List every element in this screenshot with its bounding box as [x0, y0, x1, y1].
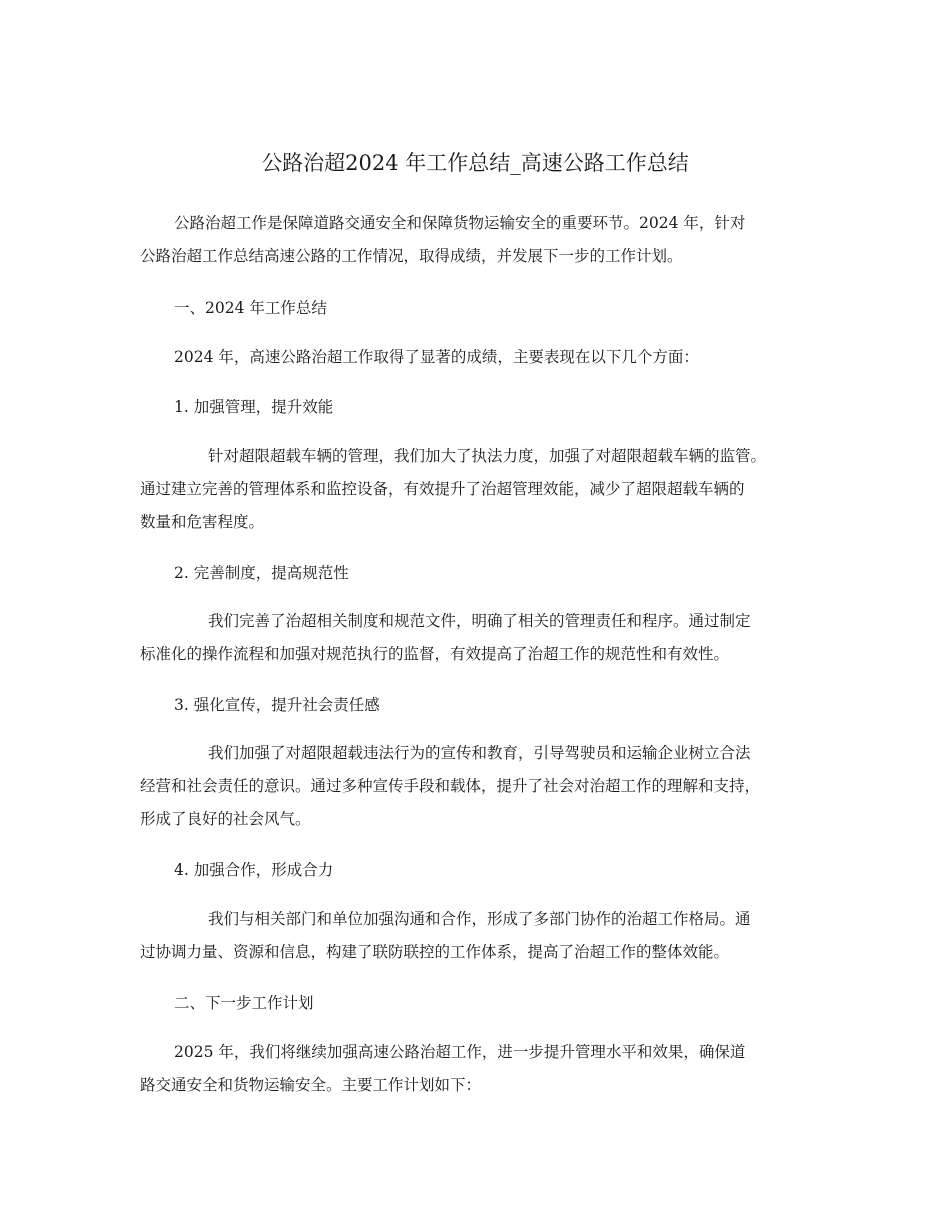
item-4-line-2: 过协调力量、资源和信息，构建了联防联控的工作体系，提高了治超工作的整体效能。: [140, 943, 730, 961]
item-1-heading: 1. 加强管理，提升效能: [174, 398, 334, 416]
intro-line-2: 公路治超工作总结高速公路的工作情况，取得成绩，并发展下一步的工作计划。: [140, 247, 683, 265]
item-3-heading: 3. 强化宣传，提升社会责任感: [174, 696, 380, 714]
item-2-line-2: 标准化的操作流程和加强对规范执行的监督，有效提高了治超工作的规范性和有效性。: [140, 645, 730, 663]
item-3-line-3: 形成了良好的社会风气。: [140, 810, 311, 828]
intro-line-1: 公路治超工作是保障道路交通安全和保障货物运输安全的重要环节。2024 年，针对: [174, 214, 746, 232]
item-1-line-2: 通过建立完善的管理体系和监控设备，有效提升了治超管理效能，减少了超限超载车辆的: [140, 480, 745, 498]
document-title: 公路治超2024 年工作总结_高速公路工作总结: [261, 151, 689, 175]
section-1-summary: 2024 年，高速公路治超工作取得了显著的成绩，主要表现在以下几个方面：: [174, 348, 699, 366]
section-2-line-1: 2025 年，我们将继续加强高速公路治超工作，进一步提升管理水平和效果，确保道: [174, 1043, 746, 1061]
section-1-heading: 一、2024 年工作总结: [174, 299, 327, 317]
item-2-line-1: 我们完善了治超相关制度和规范文件，明确了相关的管理责任和程序。通过制定: [208, 612, 751, 630]
section-2-heading: 二、下一步工作计划: [174, 994, 314, 1012]
section-2-line-2: 路交通安全和货物运输安全。主要工作计划如下：: [140, 1076, 482, 1094]
item-4-heading: 4. 加强合作，形成合力: [174, 861, 334, 879]
item-2-heading: 2. 完善制度，提高规范性: [174, 564, 349, 582]
item-1-line-1: 针对超限超载车辆的管理，我们加大了执法力度，加强了对超限超载车辆的监管。: [208, 447, 767, 465]
item-3-line-1: 我们加强了对超限超载违法行为的宣传和教育，引导驾驶员和运输企业树立合法: [208, 744, 751, 762]
item-1-line-3: 数量和危害程度。: [140, 513, 265, 531]
item-3-line-2: 经营和社会责任的意识。通过多种宣传手段和载体，提升了社会对治超工作的理解和支持，: [140, 777, 761, 795]
item-4-line-1: 我们与相关部门和单位加强沟通和合作，形成了多部门协作的治超工作格局。通: [208, 910, 751, 928]
